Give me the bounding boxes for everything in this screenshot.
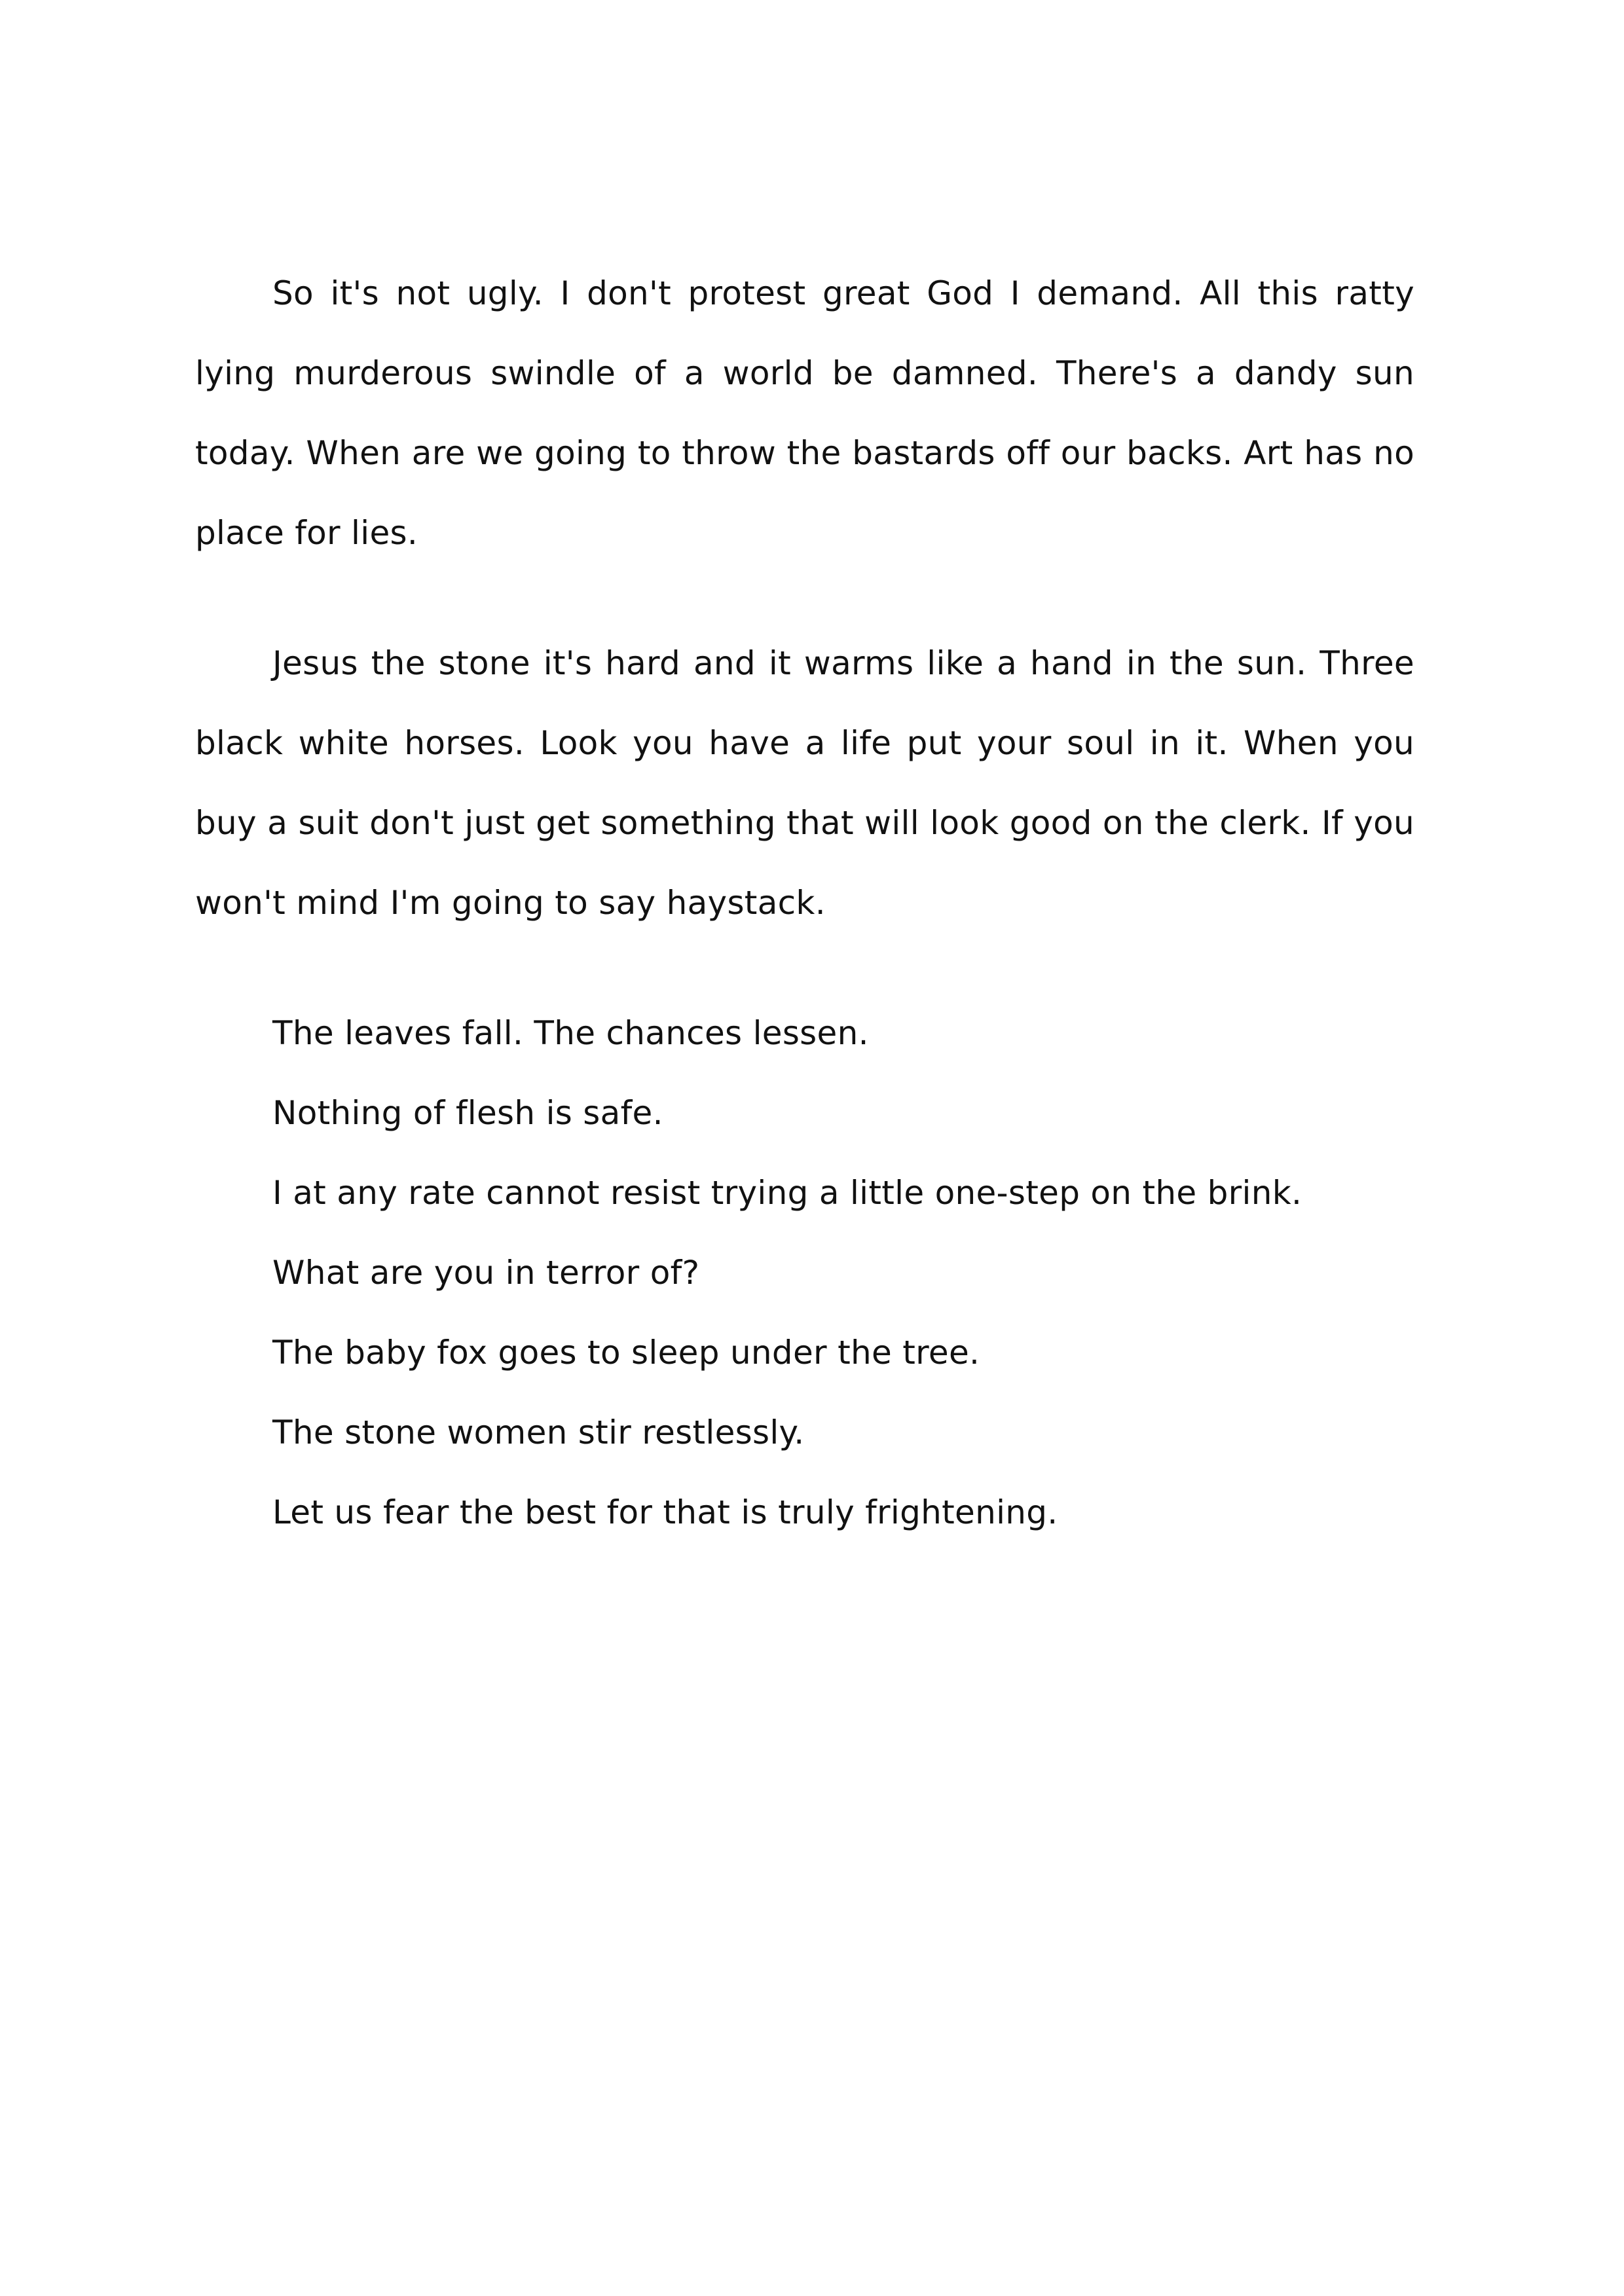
paragraph-1: So it's not ugly. I don't protest great God I demand. All this ratty lying murderous swindle of a world be damned. There's a dandy sun today. When are we going to throw the bastards off our backs. Art has no place for lies.	[195, 274, 1414, 552]
line-list	[272, 993, 1451, 1552]
line-item: Let us fear the best for that is truly frightening.	[272, 1493, 1058, 1531]
line-item: The leaves fall. The chances lessen.	[272, 1014, 869, 1052]
paragraph-2: Jesus the stone it's hard and it warms like a hand in the sun. Three black white horses. Look you have a life put your soul in it. When you buy a suit don't just get something that will look good on the clerk. If you won't mind I'm going to say haystack.	[195, 644, 1414, 922]
line-item: I at any rate cannot resist trying a little one-step on the brink.	[272, 1174, 1302, 1212]
line-item: The stone women stir restlessly.	[272, 1413, 805, 1451]
line-item: The baby fox goes to sleep under the tree.	[272, 1334, 980, 1372]
line-item: Nothing of flesh is safe.	[272, 1094, 663, 1132]
line-item: What are you in terror of?	[272, 1254, 700, 1292]
